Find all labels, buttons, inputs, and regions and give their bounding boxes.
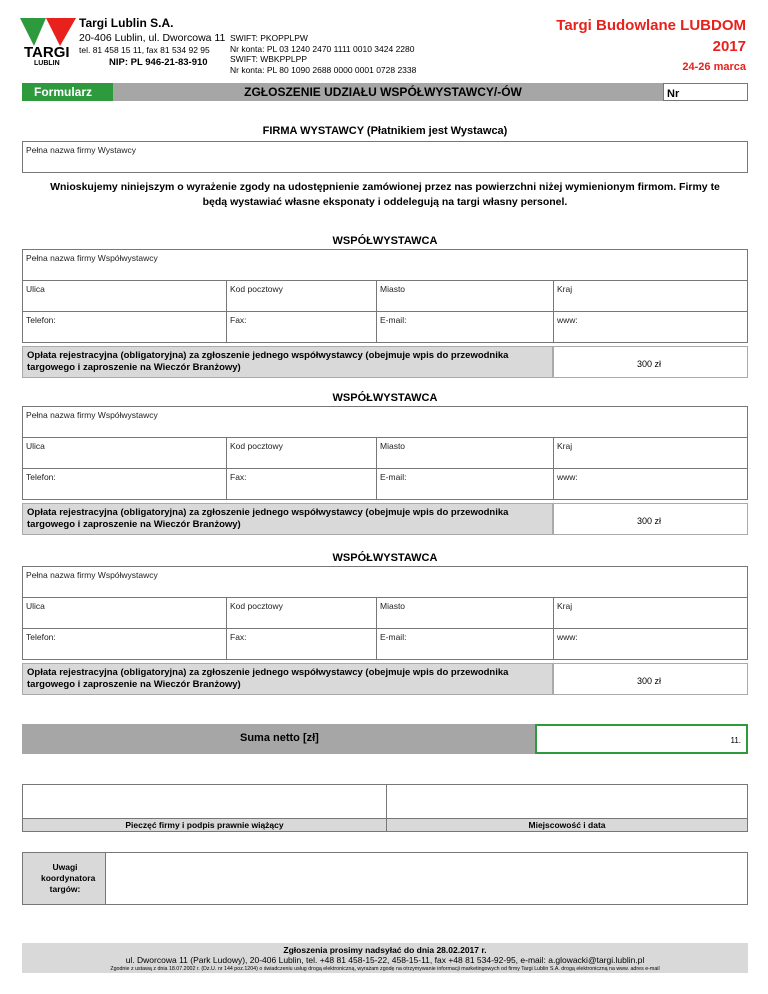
www-field-label: www:	[557, 632, 578, 642]
phone-field[interactable]	[22, 468, 227, 500]
nr-label: Nr	[667, 88, 680, 100]
city-field[interactable]	[376, 437, 554, 469]
street-field-label: Ulica	[26, 441, 45, 451]
fee-description: Opłata rejestracyjna (obligatoryjna) za zgłoszenie jednego współwystawcy (obejmuje wpis do przewodnika targowego i zaproszenie na Wieczór Branżowy)	[22, 503, 553, 535]
phone-field-label: Telefon:	[26, 632, 56, 642]
email-field[interactable]	[376, 311, 554, 343]
street-field[interactable]	[22, 280, 227, 312]
www-field-label: www:	[557, 315, 578, 325]
event-title-line2: 2017	[712, 38, 746, 55]
event-dates: 24-26 marca	[682, 61, 746, 73]
company-nip: NIP: PL 946-21-83-910	[109, 57, 208, 68]
fee-value: 300 zł	[636, 516, 661, 526]
postal-code-field[interactable]	[226, 280, 377, 312]
logo-text: TARGI	[24, 44, 70, 61]
fee-value: 300 zł	[636, 359, 661, 369]
country-field[interactable]	[553, 597, 748, 629]
fee-value-field	[553, 663, 748, 695]
remarks-label-box	[22, 852, 106, 905]
city-field-label: Miasto	[380, 284, 406, 294]
country-field-label: Kraj	[557, 284, 573, 294]
email-field[interactable]	[376, 628, 554, 660]
city-field[interactable]	[376, 280, 554, 312]
sum-label-bar	[22, 724, 535, 754]
fax-field-label: Fax:	[230, 632, 247, 642]
remarks-label: Uwagi koordynatora targów:	[41, 862, 96, 894]
street-field[interactable]	[22, 597, 227, 629]
nr-field[interactable]	[663, 83, 748, 101]
footer-deadline: Zgłoszenia prosimy nadsyłać do dnia 28.02.2017 r.	[283, 945, 487, 955]
country-field[interactable]	[553, 280, 748, 312]
coexhibitor-heading: WSPÓŁWYSTAWCA	[332, 235, 438, 247]
logo-sub: LUBLIN	[34, 60, 60, 67]
stamp-label: Pieczęć firmy i podpis prawnie wiążący	[125, 820, 284, 830]
coexhibitor-name-field[interactable]	[22, 249, 748, 281]
logo	[20, 18, 76, 68]
city-field-label: Miasto	[380, 441, 406, 451]
postal-code-field-label: Kod pocztowy	[230, 284, 283, 294]
stamp-field[interactable]	[22, 784, 387, 819]
bank-line: Nr konta: PL 80 1090 2688 0000 0001 0728 2338	[230, 64, 417, 75]
bank-line: SWIFT: PKOPPLPW	[230, 33, 308, 43]
exhibitor-heading: FIRMA WYSTAWCY (Płatnikiem jest Wystawca)	[262, 125, 508, 137]
phone-field-label: Telefon:	[26, 315, 56, 325]
email-field-label: E-mail:	[380, 632, 407, 642]
postal-code-field[interactable]	[226, 437, 377, 469]
company-phone: tel. 81 458 15 11, fax 81 534 92 95	[79, 45, 210, 55]
fax-field-label: Fax:	[230, 315, 247, 325]
country-field[interactable]	[553, 437, 748, 469]
street-field-label: Ulica	[26, 284, 45, 294]
stamp-label-bar	[22, 818, 387, 832]
event-title	[556, 17, 746, 73]
postal-code-field[interactable]	[226, 597, 377, 629]
coexhibitor-heading: WSPÓŁWYSTAWCA	[332, 552, 438, 564]
bank-line: Nr konta: PL 03 1240 2470 1111 0010 3424 2280	[230, 43, 415, 54]
request-text: Wnioskujemy niniejszym o wyrażenie zgody na udostępnienie zamówionej przez nas powierzchni niżej wymienionym firmom. Firmy te będą wystawiać własne eksponaty i oddelegują na targi własny personel.	[50, 181, 720, 208]
coexhibitor-name-field[interactable]	[22, 406, 748, 438]
sum-label: Suma netto [zł]	[240, 732, 319, 744]
fee-description: Opłata rejestracyjna (obligatoryjna) za zgłoszenie jednego współwystawcy (obejmuje wpis do przewodnika targowego i zaproszenie na Wieczór Branżowy)	[22, 663, 553, 695]
place-label: Miejscowość i data	[528, 820, 606, 830]
fee-value-field	[553, 503, 748, 535]
phone-field-label: Telefon:	[26, 472, 56, 482]
email-field[interactable]	[376, 468, 554, 500]
email-field-label: E-mail:	[380, 315, 407, 325]
coexhibitor-name-field[interactable]	[22, 566, 748, 598]
form-label: Formularz ZW	[22, 83, 113, 101]
fee-value-field	[553, 346, 748, 378]
sum-value: 11.	[730, 736, 741, 745]
fax-field[interactable]	[226, 468, 377, 500]
coexhibitor-name-label: Pełna nazwa firmy Współwystawcy	[26, 253, 158, 263]
city-field-label: Miasto	[380, 601, 406, 611]
sum-value-field[interactable]	[535, 724, 748, 754]
form-title: ZGŁOSZENIE UDZIAŁU WSPÓŁWYSTAWCY/-ÓW	[244, 85, 522, 99]
www-field[interactable]	[553, 468, 748, 500]
exhibitor-name-label: Pełna nazwa firmy Wystawcy	[26, 145, 136, 155]
footer-contact: ul. Dworcowa 11 (Park Ludowy), 20-406 Lublin, tel. +48 81 458-15-22, 458-15-11, fax +48 81 534-92-95, e-mail: a.glowacki@targi.lublin.pl	[125, 955, 645, 965]
place-label-bar	[386, 818, 748, 832]
street-field[interactable]	[22, 437, 227, 469]
company-address: 20-406 Lublin, ul. Dworcowa 11	[79, 32, 226, 44]
coexhibitor-heading: WSPÓŁWYSTAWCA	[332, 392, 438, 404]
company-name: Targi Lublin S.A.	[79, 16, 174, 30]
fax-field[interactable]	[226, 311, 377, 343]
fee-value: 300 zł	[636, 676, 661, 686]
exhibitor-name-field[interactable]	[22, 141, 748, 173]
phone-field[interactable]	[22, 628, 227, 660]
country-field-label: Kraj	[557, 601, 573, 611]
place-date-field[interactable]	[386, 784, 748, 819]
www-field-label: www:	[557, 472, 578, 482]
www-field[interactable]	[553, 628, 748, 660]
bank-line: SWIFT: WBKPPLPP	[230, 54, 307, 64]
street-field-label: Ulica	[26, 601, 45, 611]
bank-info	[230, 33, 416, 75]
postal-code-field-label: Kod pocztowy	[230, 441, 283, 451]
fax-field-label: Fax:	[230, 472, 247, 482]
phone-field[interactable]	[22, 311, 227, 343]
event-title-line1: Targi Budowlane LUBDOM	[556, 17, 746, 34]
country-field-label: Kraj	[557, 441, 573, 451]
www-field[interactable]	[553, 311, 748, 343]
coexhibitor-name-label: Pełna nazwa firmy Współwystawcy	[26, 570, 158, 580]
remarks-field[interactable]	[105, 852, 748, 905]
postal-code-field-label: Kod pocztowy	[230, 601, 283, 611]
coexhibitor-name-label: Pełna nazwa firmy Współwystawcy	[26, 410, 158, 420]
city-field[interactable]	[376, 597, 554, 629]
email-field-label: E-mail:	[380, 472, 407, 482]
fax-field[interactable]	[226, 628, 377, 660]
fee-description: Opłata rejestracyjna (obligatoryjna) za zgłoszenie jednego współwystawcy (obejmuje wpis do przewodnika targowego i zaproszenie na Wieczór Branżowy)	[22, 346, 553, 378]
footer-legal: Zgodnie z ustawą z dnia 18.07.2002 r. (Dz.U. nr 144 poz.1204) o świadczeniu usług drogą elektroniczną, wyrażam zgodę na otrzymywanie informacji marketingowych od firmy Targi Lublin S.A. drogą elektroniczną na www. adres e-mail	[110, 966, 660, 972]
